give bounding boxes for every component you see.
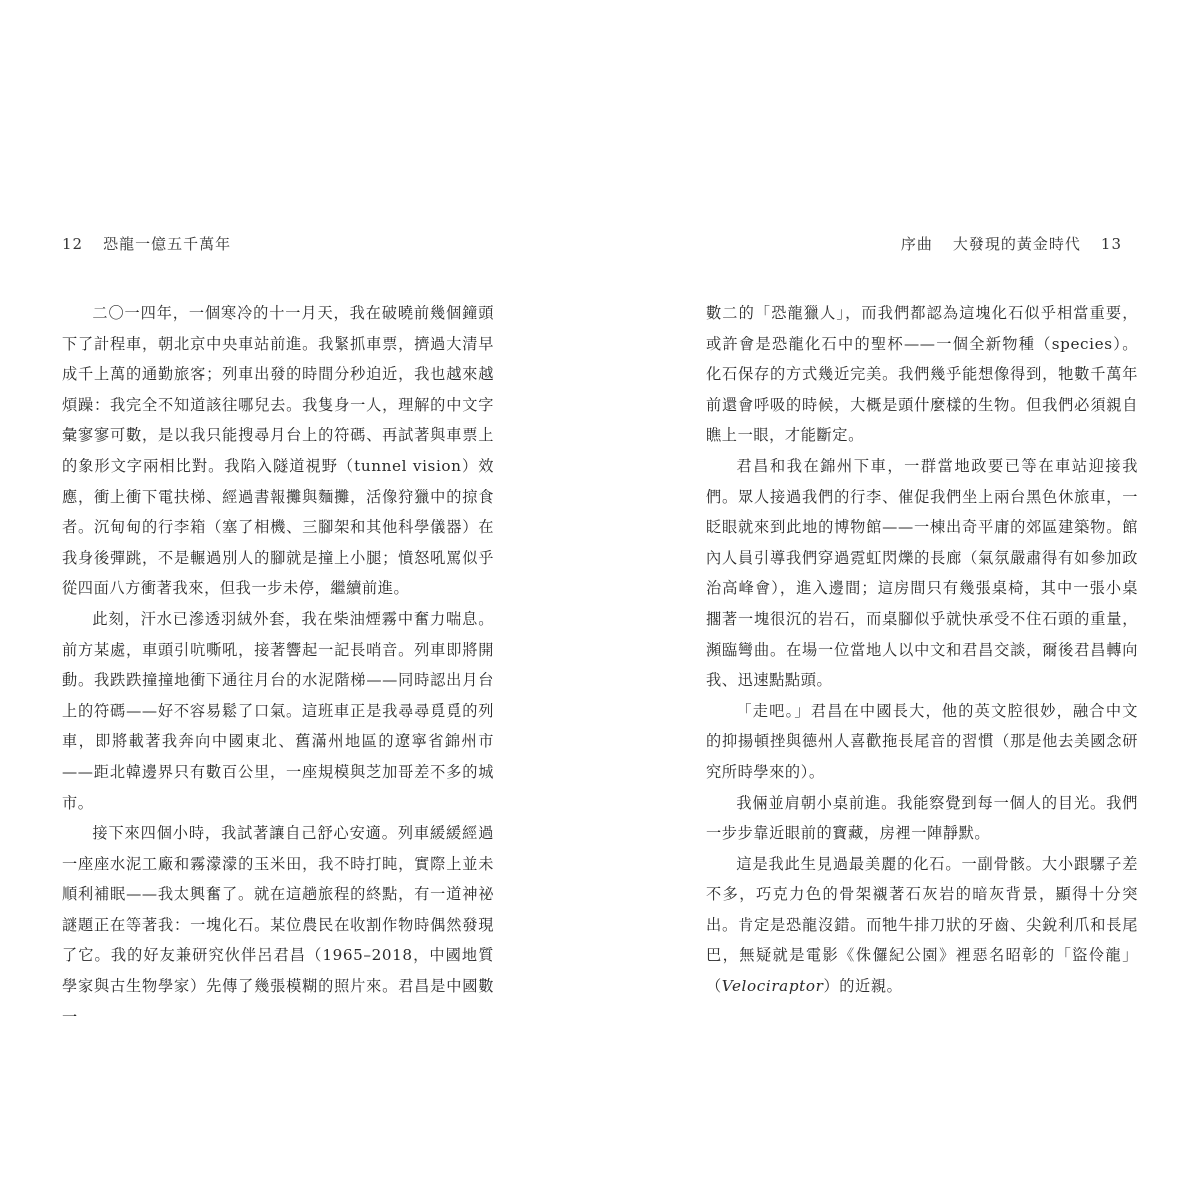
- left-page-header: [62, 233, 231, 254]
- left-page-number: 12: [62, 235, 84, 253]
- continued-paragraph: 數二的「恐龍獵人」，而我們都認為這塊化石似乎相當重要，或許會是恐龍化石中的聖杯——一個全新物種（species）。化石保存的方式幾近完美。我們幾乎能想像得到，牠數千萬年前還會呼吸的時候，大概是頭什麼樣的生物。但我們必須親自瞧上一眼，才能斷定。: [706, 304, 1138, 445]
- text-run: 這是我此生見過最美麗的化石。一副骨骸。大小跟騾子差不多，巧克力色的骨架襯著石灰岩的暗灰背景，顯得十分突出。肯定是恐龍沒錯。而牠牛排刀狀的牙齒、尖銳利爪和長尾巴，無疑就是電影《侏儸紀公園》裡惡名昭彰的「盜伶龍」（: [706, 854, 1138, 996]
- chapter-label: 序曲: [900, 235, 933, 253]
- right-page-header: [901, 233, 1122, 254]
- paragraph: 此刻，汗水已滲透羽絨外套，我在柴油煙霧中奮力喘息。前方某處，車頭引吭嘶吼，接著響起一記長哨音。列車即將開動。我跌跌撞撞地衝下通往月台的水泥階梯——同時認出月台上的符碼——好不容易鬆了口氣。這班車正是我尋尋覓覓的列車，即將載著我奔向中國東北、舊滿州地區的遼寧省錦州市——距北韓邊界只有數百公里，一座規模與芝加哥差不多的城市。: [62, 609, 494, 812]
- right-page-number: 13: [1100, 235, 1122, 253]
- text-run: ）的近親。: [823, 977, 903, 996]
- paragraph: 「走吧。」君昌在中國長大，他的英文腔很妙，融合中文的抑揚頓挫與德州人喜歡拖長尾音的習慣（那是他去美國念研究所時學來的）。: [706, 701, 1138, 781]
- paragraph: 接下來四個小時，我試著讓自己舒心安適。列車緩緩經過一座座水泥工廠和霧濛濛的玉米田，我不時打盹，實際上並未順利補眠——我太興奮了。就在這趟旅程的終點，有一道神祕謎題正在等著我：一塊化石。某位農民在收割作物時偶然發現了它。我的好友兼研究伙伴呂君昌（1965–2018，中國地質學家與古生物學家）先傳了幾張模糊的照片來。君昌是中國數一: [62, 824, 494, 1026]
- paragraph: 我倆並肩朝小桌前進。我能察覺到每一個人的目光。我們一步步靠近眼前的寶藏，房裡一陣靜默。: [706, 793, 1138, 843]
- italic-term: Velociraptor: [721, 977, 824, 996]
- paragraph: 君昌和我在錦州下車，一群當地政要已等在車站迎接我們。眾人接過我們的行李、催促我們坐上兩台黑色休旅車，一眨眼就來到此地的博物館——一棟出奇平庸的郊區建築物。館內人員引導我們穿過霓虹閃爍的長廊（氣氛嚴肅得有如參加政治高峰會），進入邊間；這房間只有幾張桌椅，其中一張小桌擱著一塊很沉的岩石，而桌腳似乎就快承受不住石頭的重量，瀕臨彎曲。在場一位當地人以中文和君昌交談，爾後君昌轉向我、迅速點點頭。: [706, 456, 1138, 690]
- left-page-body: [62, 298, 494, 1032]
- paragraph: [706, 849, 1138, 1002]
- chapter-title: 大發現的黃金時代: [952, 235, 1081, 253]
- paragraph: 二〇一四年，一個寒冷的十一月天，我在破曉前幾個鐘頭下了計程車，朝北京中央車站前進。我緊抓車票，擠過大清早成千上萬的通勤旅客；列車出發的時間分秒迫近，我也越來越煩躁：我完全不知道該往哪兒去。我隻身一人，理解的中文字彙寥寥可數，是以我只能搜尋月台上的符碼、再試著與車票上的象形文字兩相比對。我陷入隧道視野（tunnel vision）效應，衝上衝下電扶梯、經過書報攤與麵攤，活像狩獵中的掠食者。沉甸甸的行李箱（塞了相機、三腳架和其他科學儀器）在我身後彈跳，不是輾過別人的腳就是撞上小腿；憤怒吼罵似乎從四面八方衝著我來，但我一步未停，繼續前進。: [62, 304, 494, 598]
- right-page-body: [706, 298, 1138, 1002]
- book-title: 恐龍一億五千萬年: [103, 235, 232, 253]
